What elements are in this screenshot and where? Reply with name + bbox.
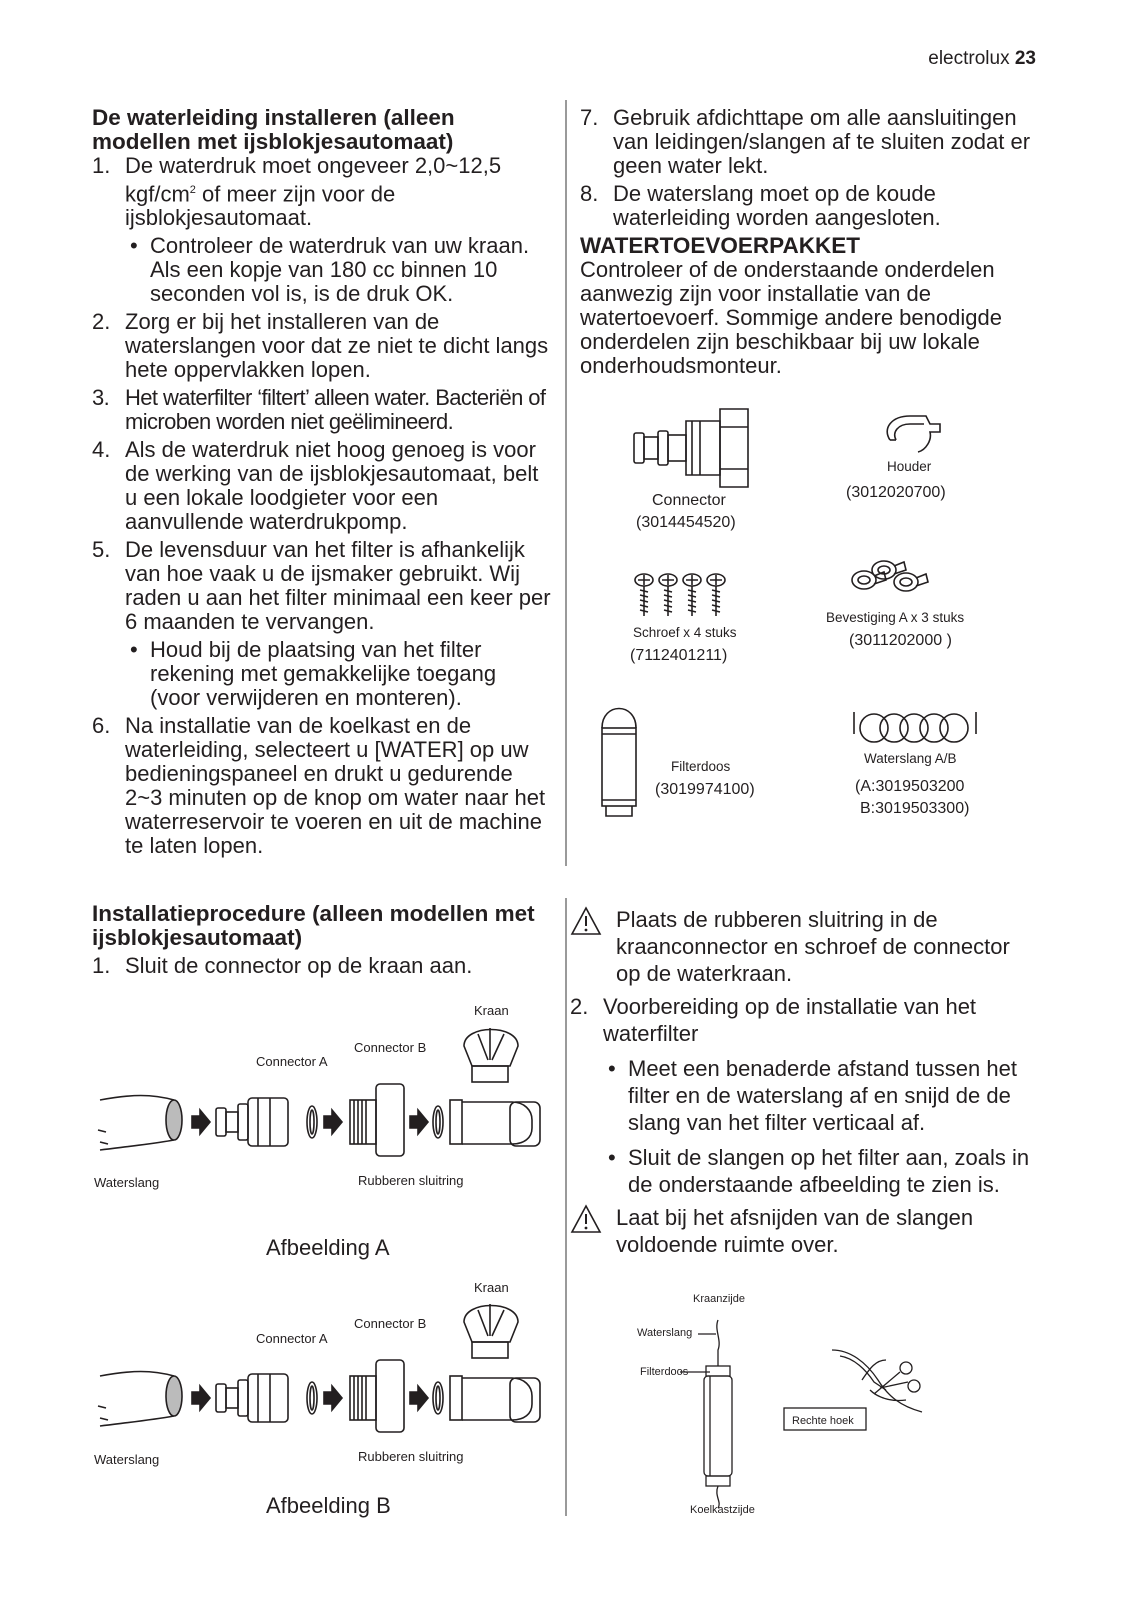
bullet-item: • Sluit de slangen op het filter aan, zoals in de onderstaande afbeelding te zien is. bbox=[603, 1144, 1040, 1198]
list-item bbox=[92, 538, 552, 634]
superscript: 2 bbox=[189, 184, 196, 196]
houder-part-illustration bbox=[880, 410, 950, 455]
warning-text: Laat bij het afsnijden van de slangen voldoende ruimte over. bbox=[616, 1205, 974, 1257]
item-number: 1. bbox=[92, 953, 111, 978]
figure-a-assembly-illustration bbox=[92, 1020, 552, 1180]
label-connector-b: Connector B bbox=[354, 1040, 427, 1055]
part-label-waterslang: Waterslang A/B bbox=[864, 751, 957, 766]
column-divider-bottom bbox=[565, 898, 567, 1516]
part-code-waterslang-b: B:3019503300) bbox=[860, 800, 970, 817]
bullet-item: • Controleer de waterdruk van uw kraan. Als een kopje van 180 cc binnen 10 seconden vol is, is de druk OK. bbox=[125, 234, 552, 306]
bevestiging-part-illustration bbox=[850, 560, 940, 608]
item-text: Het waterfilter ‘filtert’ alleen water. Bacteriën of microben worden niet geëlimineerd. bbox=[125, 385, 546, 435]
item-text: Zorg er bij het installeren van de waterslangen voor dat ze niet te dicht langs hete oppervlakken lopen. bbox=[125, 309, 549, 383]
item-number: 8. bbox=[580, 181, 599, 206]
brand-name: electrolux bbox=[928, 48, 1010, 69]
list-item bbox=[92, 714, 552, 858]
part-code-bevestiging: (3011202000 ) bbox=[849, 632, 952, 649]
label-rubberen-sluitring: Rubberen sluitring bbox=[358, 1173, 464, 1188]
label-waterslang: Waterslang bbox=[94, 1175, 160, 1190]
warning-note bbox=[570, 1204, 1040, 1258]
list-item bbox=[92, 954, 552, 978]
warning-icon bbox=[570, 906, 602, 936]
item-text: Gebruik afdichttape om alle aansluitingen van leidingen/slangen af te sluiten zodat er geen water lekt. bbox=[613, 105, 1031, 178]
right-bottom-section bbox=[570, 906, 1040, 1258]
list-item bbox=[92, 386, 552, 434]
waterslang-part-illustration bbox=[850, 708, 982, 752]
instruction-list bbox=[92, 954, 552, 978]
item-number: 2. bbox=[570, 994, 589, 1019]
instruction-list bbox=[92, 154, 552, 858]
section-heading-watertoevoerpakket: WATERTOEVOERPAKKET bbox=[580, 233, 861, 258]
label-koelkastzijde: Koelkastzijde bbox=[690, 1504, 755, 1516]
part-code-connector: (3014454520) bbox=[636, 514, 736, 531]
figure-caption-a: Afbeelding A bbox=[266, 1235, 390, 1260]
part-code-houder: (3012020700) bbox=[846, 484, 946, 501]
item-text: of meer zijn voor de ijsblokjesautomaat. bbox=[125, 181, 396, 231]
part-code-schroef: (7112401211) bbox=[630, 647, 728, 664]
figure-caption-b: Afbeelding B bbox=[266, 1493, 391, 1518]
figure-b-assembly-illustration bbox=[92, 1296, 552, 1456]
part-label-filterdoos: Filterdoos bbox=[671, 759, 731, 774]
right-top-section bbox=[580, 106, 1040, 378]
list-item bbox=[92, 154, 552, 230]
connector-part-illustration bbox=[630, 405, 770, 495]
section-intro: Controleer of de onderstaande onderdelen aanwezig zijn voor installatie van de watertoevoerf. Sommige andere benodigde onderdelen zijn beschikbaar bij uw lokale onderhoudsmonteur. bbox=[580, 257, 1002, 378]
item-text: Na installatie van de koelkast en de waterleiding, selecteert u [WATER] op uw bedieningspaneel en drukt u gedurende 2~3 minuten op de knop om water naar het waterreservoir te voeren en uit de machine te laten lopen. bbox=[125, 713, 546, 859]
bullet-item: • Meet een benaderde afstand tussen het filter en de waterslang af en snijd de de slang van het filter verticaal af. bbox=[603, 1055, 1040, 1136]
warning-text: Plaats de rubberen sluitring in de kraanconnector en schroef de connector op de waterkraan. bbox=[616, 907, 1010, 986]
label-connector-a: Connector A bbox=[256, 1054, 328, 1069]
label-rubberen-sluitring: Rubberen sluitring bbox=[358, 1449, 464, 1464]
label-kraanzijde: Kraanzijde bbox=[693, 1293, 745, 1305]
column-divider-top bbox=[565, 100, 567, 866]
list-item bbox=[580, 182, 1040, 230]
list-item bbox=[92, 438, 552, 534]
label-kraan: Kraan bbox=[474, 1003, 509, 1018]
item-text: Voorbereiding op de installatie van het waterfilter bbox=[603, 994, 977, 1046]
page-number: 23 bbox=[1014, 48, 1036, 69]
label-waterslang: Waterslang bbox=[637, 1327, 693, 1339]
item-number: 5. bbox=[92, 537, 111, 563]
part-code-waterslang-a: (A:3019503200 bbox=[855, 778, 965, 795]
warning-note bbox=[570, 906, 1040, 987]
item-text: De levensduur van het filter is afhankelijk van hoe vaak u de ijsmaker gebruikt. Wij raden u aan het filter minimaal een keer per 6 maanden te vervangen. bbox=[125, 537, 551, 635]
item-number: 2. bbox=[92, 309, 111, 335]
list-item bbox=[92, 310, 552, 382]
filterdoos-part-illustration bbox=[596, 700, 642, 822]
item-text: Sluit de connector op de kraan aan. bbox=[125, 953, 473, 978]
label-connector-b: Connector B bbox=[354, 1316, 427, 1331]
instruction-list bbox=[570, 993, 1040, 1047]
label-connector-a: Connector A bbox=[256, 1331, 328, 1346]
schroef-part-illustration bbox=[632, 572, 742, 622]
page-header bbox=[928, 48, 1036, 70]
part-code-filterdoos: (3019974100) bbox=[655, 781, 755, 798]
item-text: De waterdruk moet ongeveer 2,0~12,5 kgf/cm bbox=[125, 153, 502, 207]
item-number: 7. bbox=[580, 105, 599, 130]
label-kraan: Kraan bbox=[474, 1280, 509, 1295]
item-number: 1. bbox=[92, 153, 111, 178]
list-item bbox=[570, 993, 1040, 1047]
item-number: 3. bbox=[92, 385, 110, 411]
item-number: 6. bbox=[92, 713, 111, 739]
filter-connection-illustration bbox=[630, 1310, 930, 1510]
warning-icon bbox=[570, 1204, 602, 1234]
section-heading-installatieprocedure: Installatieprocedure (alleen modellen met ijsblokjesautomaat) bbox=[92, 901, 535, 950]
item-text: De waterslang moet op de koude waterleiding worden aangesloten. bbox=[613, 181, 941, 230]
list-item bbox=[580, 106, 1040, 178]
instruction-list bbox=[580, 106, 1040, 230]
left-top-section bbox=[92, 106, 552, 862]
part-label-connector: Connector bbox=[652, 492, 726, 509]
part-label-houder: Houder bbox=[887, 459, 932, 474]
label-filterdoos: Filterdoos bbox=[640, 1366, 689, 1378]
label-waterslang: Waterslang bbox=[94, 1452, 160, 1467]
left-bottom-section bbox=[92, 902, 552, 982]
part-label-bevestiging: Bevestiging A x 3 stuks bbox=[826, 610, 965, 625]
item-text: Als de waterdruk niet hoog genoeg is voor de werking van de ijsblokjesautomaat, belt u een lokale loodgieter voor een aanvullende waterdrukpomp. bbox=[125, 437, 539, 535]
part-label-schroef: Schroef x 4 stuks bbox=[633, 625, 737, 640]
section-heading-waterleiding: De waterleiding installeren (alleen modellen met ijsblokjesautomaat) bbox=[92, 105, 455, 154]
bullet-item: • Houd bij de plaatsing van het filter rekening met gemakkelijke toegang (voor verwijderen en monteren). bbox=[125, 638, 552, 710]
item-number: 4. bbox=[92, 437, 111, 463]
label-rechte-hoek: Rechte hoek bbox=[792, 1415, 854, 1427]
